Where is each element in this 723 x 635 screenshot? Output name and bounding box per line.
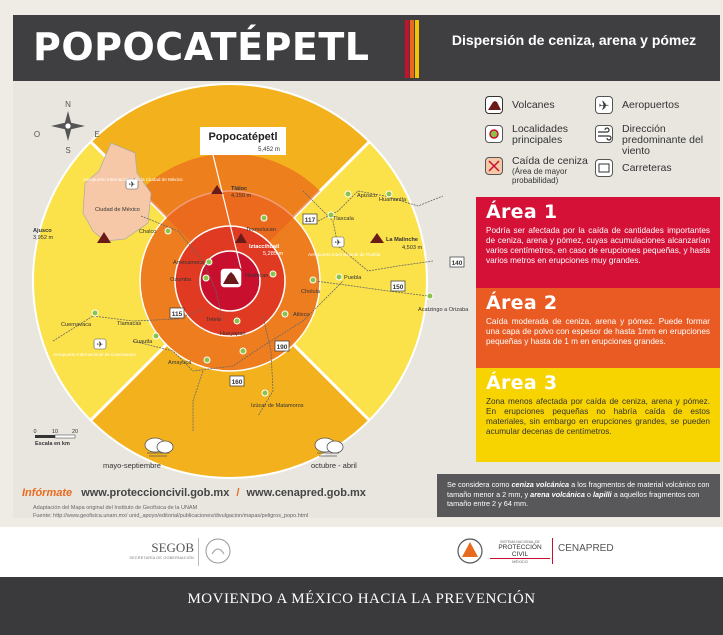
town-apizaco: Apizaco (357, 193, 377, 199)
pc-name: PROTECCIÓN CIVIL (490, 544, 550, 559)
page-subtitle: Dispersión de ceniza, arena y pómez (451, 32, 697, 48)
ajusco-alt: 3,952 m (33, 235, 54, 241)
note-part: Se considera como (447, 480, 512, 489)
town-tlamacas: Tlamacas (117, 321, 142, 327)
pc-logo-text (490, 540, 550, 564)
footer-bar (0, 577, 723, 635)
mexico-shield-icon (204, 536, 232, 566)
legend-direccion: Dirección predominante del viento (622, 123, 704, 157)
town-tetela: Tetela (206, 317, 221, 323)
town-tlaxcala: Tlaxcala (333, 216, 354, 222)
highway-190: 190 (276, 344, 288, 351)
scale-label: Escala en km (35, 441, 70, 447)
izta-alt: 5,285 m (263, 251, 284, 257)
highway-117: 117 (304, 217, 316, 224)
airplane-legend-icon (595, 96, 613, 114)
legend-localidades: Localidades principales (512, 123, 569, 146)
area-2-box (476, 288, 720, 368)
area-3-title: Área 3 (486, 372, 558, 394)
cenapred-logo: CENAPRED (558, 543, 614, 554)
area-1-text: Podría ser afectada por la caída de cantidades importantes de ceniza, arena y pómez, cuyas acumulaciones alcanzarían varios centímetros, en caso de erupciones pequeñas, y hasta varios metros en erupciones muy grandes. (486, 226, 710, 265)
definition-note (437, 474, 720, 517)
legend-volcanes: Volcanes (512, 99, 555, 111)
segob-text: SEGOB (151, 540, 194, 555)
link-proteccioncivil[interactable]: www.proteccioncivil.gob.mx (81, 487, 230, 499)
malinche-name: La Malinche (386, 237, 419, 243)
compass-n: N (65, 100, 71, 109)
town-acatzingo: Acatzingo a Orizaba (418, 307, 469, 313)
town-ozumba: Ozumba (170, 277, 192, 283)
source-credit (33, 505, 308, 520)
highway-150: 150 (392, 284, 404, 291)
segob-logo (126, 540, 194, 560)
legend-caida: Caída de ceniza (512, 155, 588, 167)
ajusco-name: Ajusco (33, 228, 52, 234)
legend-aeropuertos: Aeropuertos (622, 99, 680, 111)
popo-alt: 5,452 m (258, 147, 280, 153)
volcano-legend-icon (485, 96, 503, 114)
town-amecameca: Amecameca (173, 260, 205, 266)
highway-160: 160 (231, 379, 243, 386)
area-3-text: Zona menos afectada por caída de ceniza, arena y pómez. En erupciones pequeñas no habría caída de estos materiales, sin embargo en erupciones grandes, se pueden acumular decenas de centímetros. (486, 397, 710, 436)
area-2-text: Caída moderada de ceniza, arena y pómez. Puede formar una capa de polvo con espesor de hasta 1mm en erupciones pequeñas y hasta de 1 m en erupciones grandes. (486, 317, 710, 346)
note-part: a aquellos fragmentos con tamaño entre 2 y 64 mm. (447, 489, 700, 508)
area-3-box (476, 368, 720, 462)
source-line-1: Adaptación del Mapa original del Instituto de Geofísica de la UNAM (33, 505, 198, 511)
area-1-box (476, 197, 720, 288)
town-amayuca: Amayuca (168, 360, 192, 366)
town-cholula: Cholula (301, 289, 320, 295)
scale-bar (33, 429, 78, 447)
tlaloc-name: Tláloc (231, 186, 248, 192)
pc-top: SISTEMA NACIONAL DE (500, 540, 540, 544)
town-cuernavaca: Cuernavaca (61, 322, 92, 328)
airport-cuernavaca: Aeropuerto Internacional de Cuernavaca (53, 352, 136, 357)
izta-name: Iztaccíhuatl (249, 244, 280, 250)
area-1-title: Área 1 (486, 201, 558, 223)
proteccion-civil-icon (456, 537, 484, 565)
town-izucar: Izúcar de Matamoros (251, 403, 304, 409)
town-atlixco: Atlixco (293, 312, 310, 318)
note-part: o (584, 489, 594, 499)
town-cuautla: Cuautla (133, 339, 153, 345)
page-title: POPOCATÉPETL (33, 25, 370, 69)
airplane-icon: ✈ (96, 340, 104, 349)
segob-sub: SECRETARÍA DE GOBERNACIÓN (129, 556, 194, 560)
town-huamantla: Huamantla (379, 197, 407, 203)
airplane-icon: ✈ (334, 238, 342, 247)
malinche-alt: 4,503 m (402, 245, 423, 251)
tlaloc-alt: 4,150 m (231, 193, 252, 199)
highway-legend-icon (595, 159, 613, 177)
popo-name: Popocatépetl (208, 131, 278, 143)
compass-e: E (94, 130, 100, 139)
link-cenapred[interactable]: www.cenapred.gob.mx (246, 487, 366, 499)
airport-puebla: Aeropuerto Internacional de Puebla (308, 252, 381, 257)
compass-o: O (33, 130, 41, 139)
svg-text:✈: ✈ (598, 98, 610, 113)
town-legend-icon (485, 125, 503, 143)
informate-line (22, 487, 366, 499)
town-nealtican: Nealtican (245, 273, 269, 279)
legend-carreteras: Carreteras (622, 162, 672, 174)
pc-mexico: MÉXICO (512, 559, 528, 564)
airplane-icon: ✈ (128, 180, 136, 189)
town-chalco: Chalco (139, 229, 157, 235)
ash-fall-legend-icon (485, 157, 503, 175)
highway-140: 140 (451, 260, 463, 267)
legend-caida-sub: (Área de mayor probabilidad) (512, 167, 568, 185)
logos-strip (0, 527, 723, 577)
season-left: mayo-septiembre (103, 461, 161, 470)
note-term-lapilli: lapilli (593, 489, 612, 499)
scale-tick-20: 20 (71, 429, 79, 435)
header-bar (13, 15, 720, 81)
note-term-ceniza: ceniza volcánica (511, 480, 570, 489)
town-hueyapan: Hueyapan (220, 331, 246, 337)
source-line-2: Fuente: http://www.geofisica.unam.mx/ unid_apoyo/editorial/publicaciones/divulgacion/mapas/peligros_popo.html (33, 512, 309, 519)
note-part: a los fragmentos de material volcánico con tamaño menor a 2 mm, y (447, 480, 710, 499)
wind-legend-icon (595, 125, 613, 143)
town-texmelucan: Texmelucan (246, 227, 276, 233)
scale-tick-0: 0 (33, 429, 37, 435)
footer-slogan: MOVIENDO A MÉXICO HACIA LA PREVENCIÓN (187, 591, 536, 607)
season-right: octubre - abril (311, 461, 357, 470)
note-term-arena: arena volcánica (530, 489, 585, 499)
airport-cdmx: Aeropuerto Internacional de la Ciudad de México (83, 177, 183, 182)
compass-s: S (65, 146, 71, 155)
informate-label: Infórmate (22, 487, 73, 499)
town-cdmx: Ciudad de México (95, 207, 140, 213)
flag-stripes (405, 20, 419, 78)
scale-tick-10: 10 (51, 429, 59, 435)
url-separator: / (236, 487, 240, 499)
area-2-title: Área 2 (486, 292, 558, 314)
town-puebla: Puebla (344, 275, 362, 281)
highway-115: 115 (171, 311, 183, 318)
